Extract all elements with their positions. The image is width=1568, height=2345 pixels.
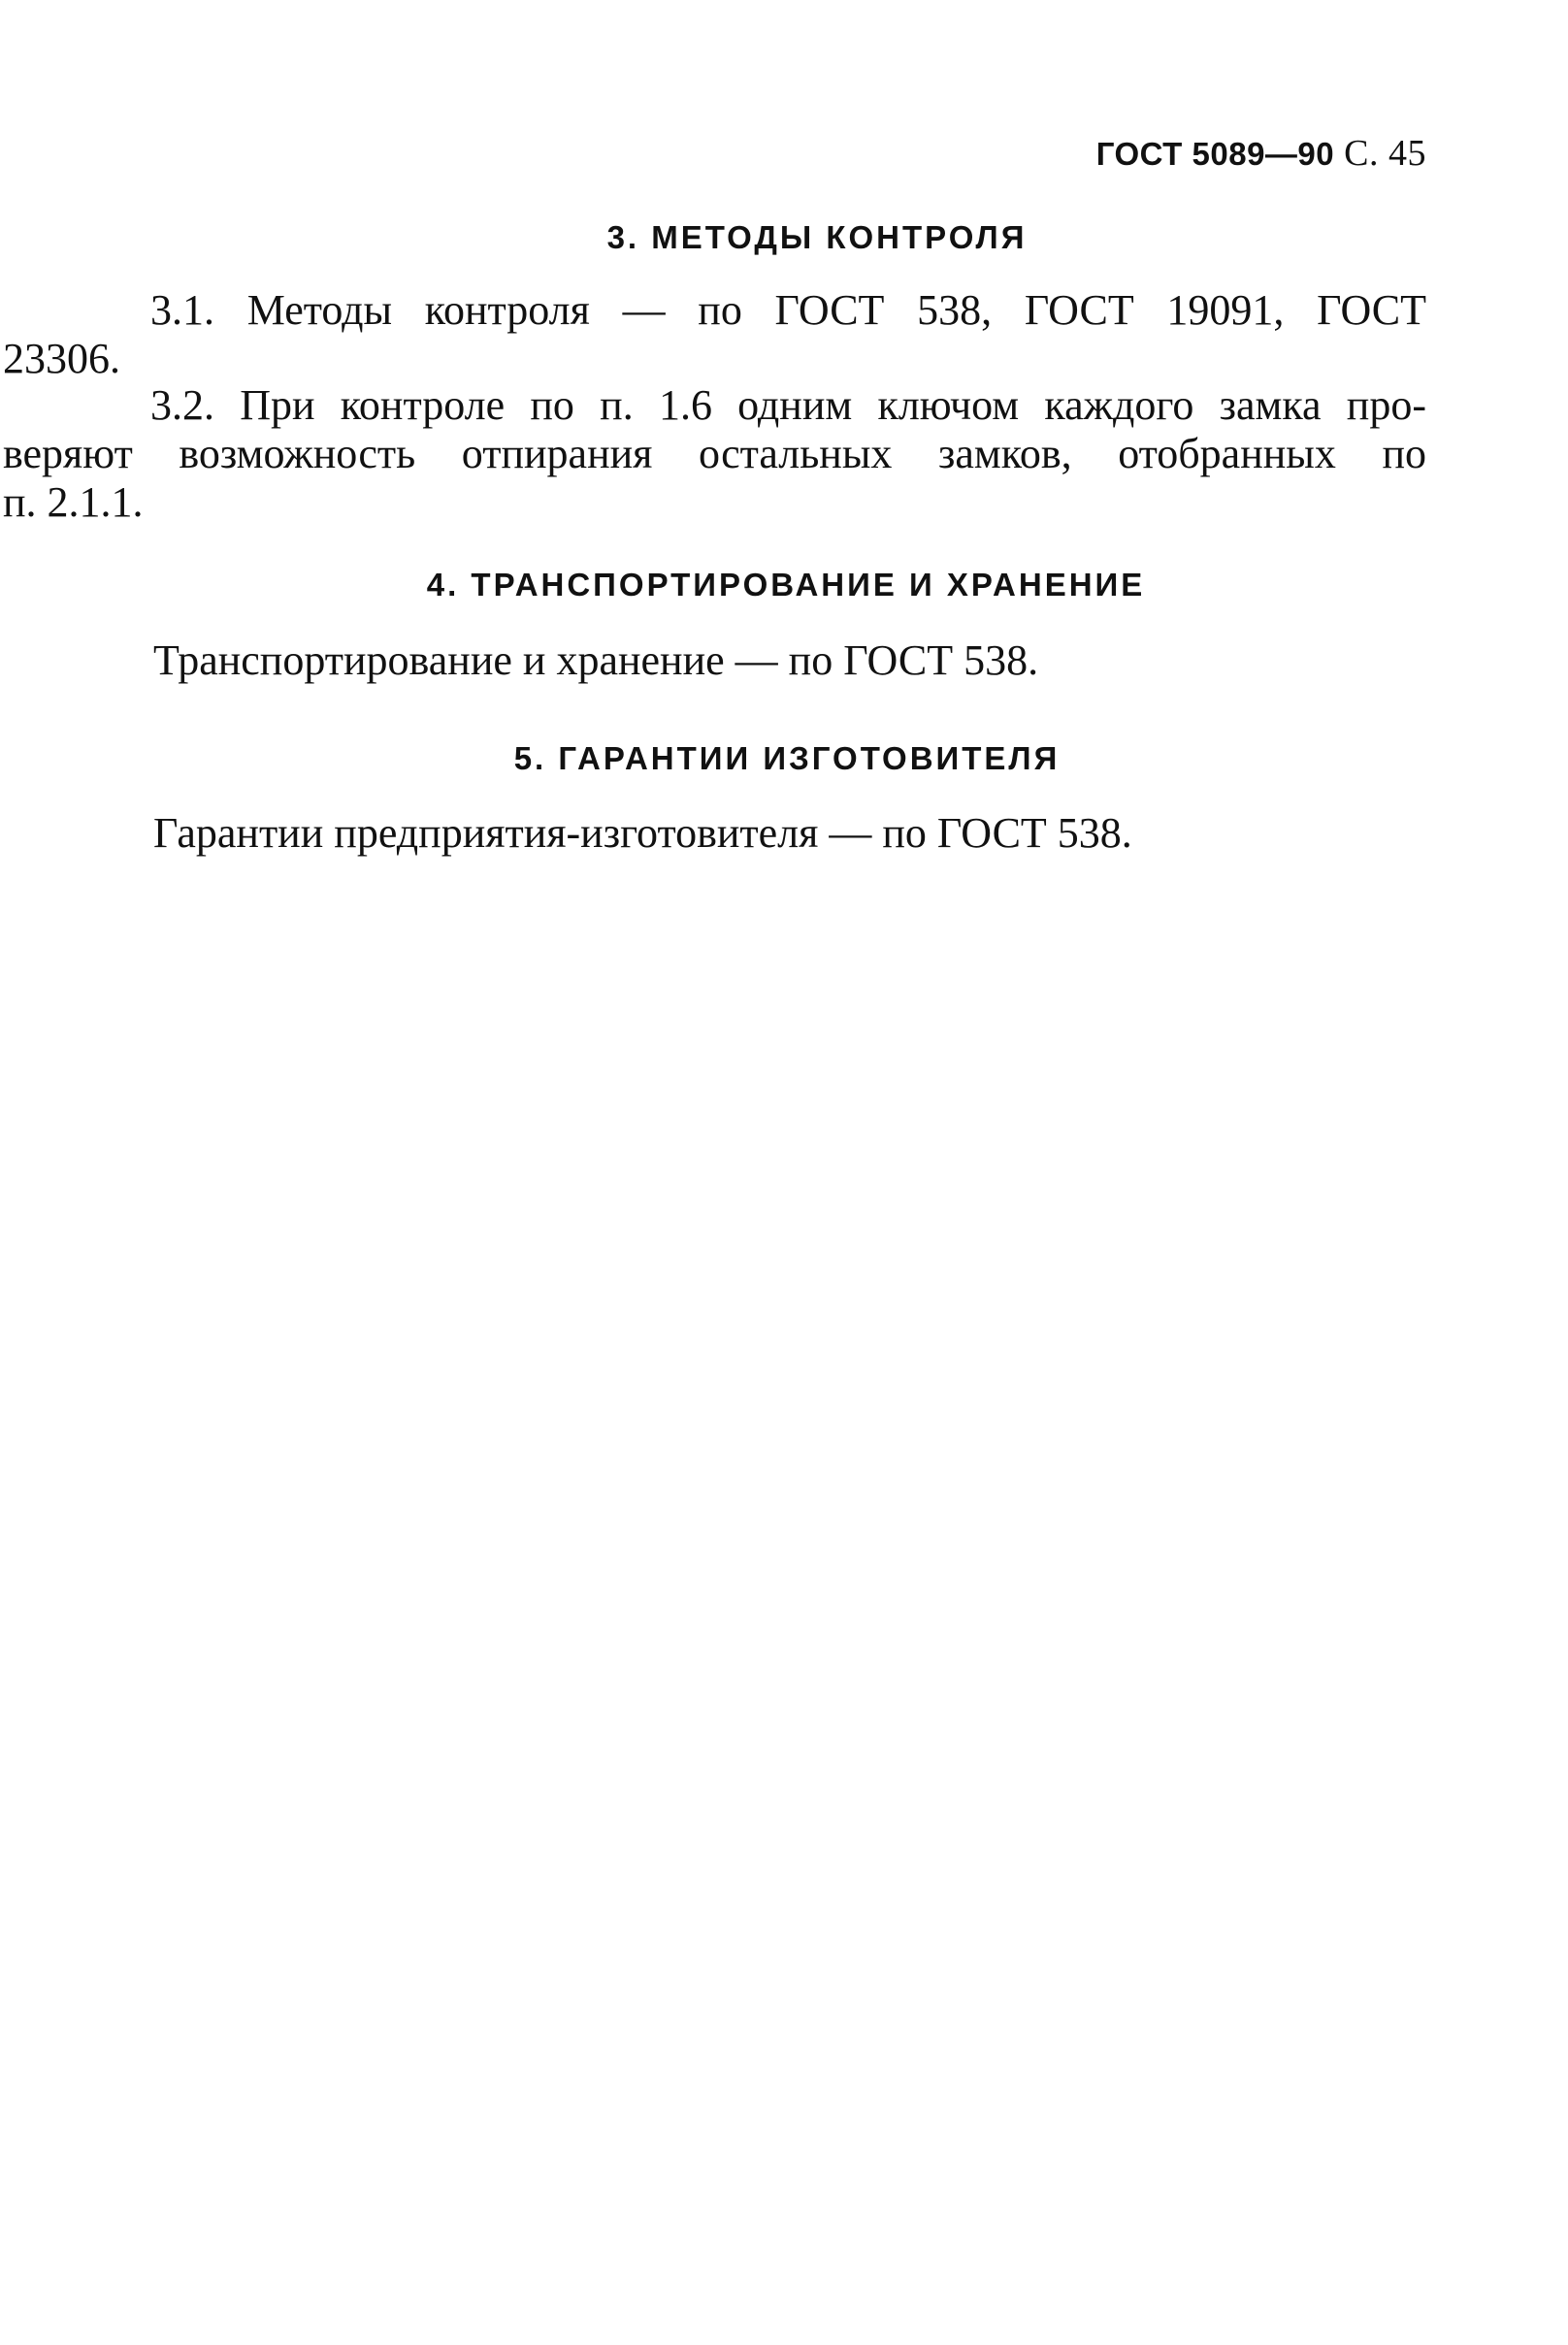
paragraph-3-2-line-3: п. 2.1.1. (3, 478, 144, 526)
paragraph-3-2-line-1: 3.2. При контроле по п. 1.6 одним ключом каждого замка про- (150, 381, 1426, 429)
paragraph-3-1-line-2: 23306. (3, 335, 120, 382)
standard-number: ГОСТ 5089—90 (1095, 136, 1335, 172)
paragraph-3-1 (3, 286, 1426, 383)
page-number: С. 45 (1344, 133, 1426, 174)
paragraph-3-2-line-2: веряют возможность отпирания остальных замков, отобранных по (3, 430, 1426, 477)
section-3-heading: 3. МЕТОДЫ КОНТРОЛЯ (606, 219, 1028, 255)
section-5-heading: 5. ГАРАНТИИ ИЗГОТОВИТЕЛЯ (513, 740, 1061, 776)
section-4-heading: 4. ТРАНСПОРТИРОВАНИЕ И ХРАНЕНИЕ (426, 567, 1146, 603)
running-head (1096, 132, 1426, 175)
section-5-text: Гарантии предприятия-изготовителя — по ГОСТ 538. (153, 809, 1132, 857)
paragraph-3-2 (3, 381, 1426, 527)
section-4-text: Транспортирование и хранение — по ГОСТ 538. (153, 636, 1039, 684)
paragraph-3-1-line-1: 3.1. Методы контроля — по ГОСТ 538, ГОСТ 19091, ГОСТ (150, 286, 1426, 334)
